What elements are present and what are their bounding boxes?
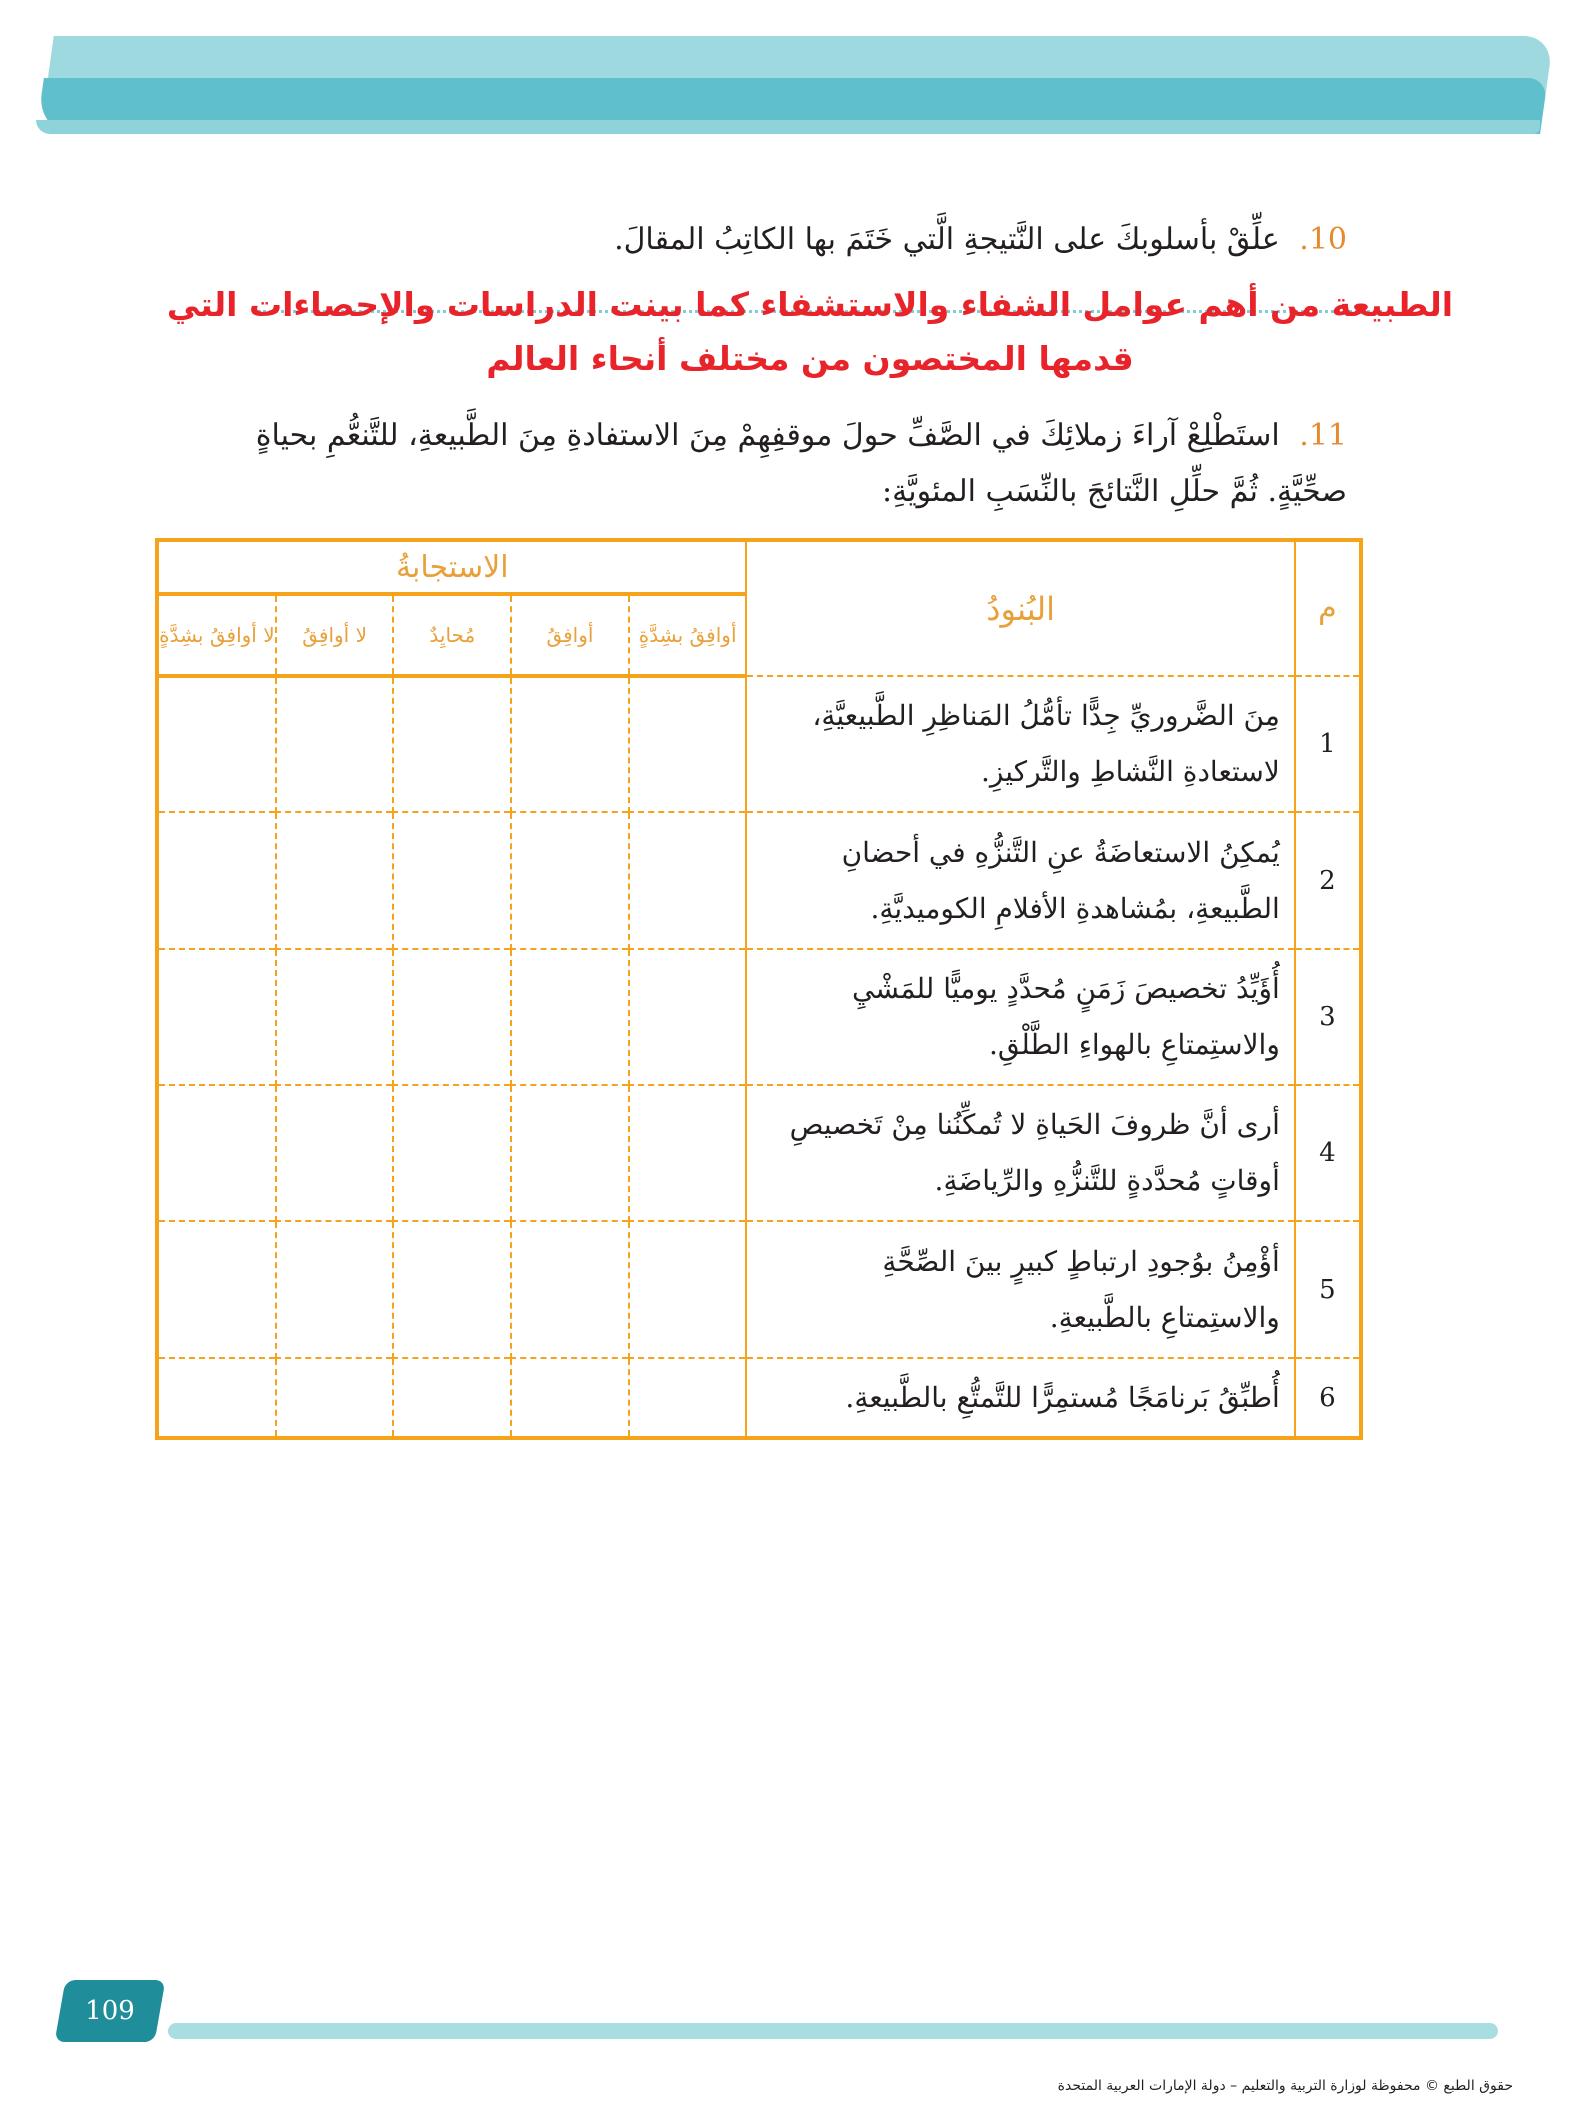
response-cell[interactable] [393,949,511,1085]
table-row [157,1358,1361,1438]
response-cell[interactable] [157,949,276,1085]
header-banner-edge [36,120,1540,134]
response-cell[interactable] [157,1085,276,1221]
response-cell[interactable] [276,676,394,812]
row-number: 1 [1295,676,1361,812]
question-11-number: 11. [1299,418,1347,453]
response-cell[interactable] [511,1358,629,1438]
row-number: 2 [1295,812,1361,949]
row-number: 6 [1295,1358,1361,1438]
table-row [157,812,1361,949]
row-number: 3 [1295,949,1361,1085]
response-cell[interactable] [276,1358,394,1438]
response-cell[interactable] [393,1358,511,1438]
response-cell[interactable] [276,949,394,1085]
row-item: أُطبِّقُ بَرنامَجًا مُستمِرًّا للتَّمتُّعِ بالطَّبيعةِ. [746,1358,1294,1438]
copyright-notice: حقوق الطبع © محفوظة لوزارة التربية والتعليم – دولة الإمارات العربية المتحدة [1057,2078,1513,2094]
response-cell[interactable] [393,1221,511,1358]
table-row [157,1085,1361,1221]
response-cell[interactable] [629,676,747,812]
header-num: م [1295,540,1361,676]
question-11-text: استَطْلِعْ آراءَ زملائِكَ في الصَّفِّ حولَ موقفِهِمْ مِنَ الاستفادةِ مِنَ الطَّبيعةِ، للتَّنعُّمِ بحياةٍ صحِّيَّةٍ. ثُمَّ حلِّلِ النَّتائجَ بالنِّسَبِ المئويَّةِ: [255,418,1347,509]
response-cell[interactable] [629,949,747,1085]
response-cell[interactable] [629,1358,747,1438]
question-11 [170,408,1347,520]
row-number: 5 [1295,1221,1361,1358]
response-cell[interactable] [276,1221,394,1358]
option-disagree: لا أوافِقُ [276,594,394,676]
table-row [157,949,1361,1085]
response-cell[interactable] [157,1358,276,1438]
footer-bar [168,2023,1498,2039]
option-strongly-agree: أوافِقُ بشِدَّةٍ [629,594,747,676]
response-cell[interactable] [276,1085,394,1221]
row-item: أُؤَيِّدُ تخصيصَ زَمَنٍ مُحدَّدٍ يوميًّا للمَشْيِ والاستِمتاعِ بالهواءِ الطَّلْقِ. [746,949,1294,1085]
header-response: الاستجابةُ [157,540,746,594]
response-cell[interactable] [629,1085,747,1221]
question-10-text: علِّقْ بأسلوبكَ على النَّتيجةِ الَّتي خَتَمَ بها الكاتِبُ المقالَ. [614,222,1280,257]
page-number-badge [55,1980,166,2042]
answer-text: الطبيعة من أهم عوامل الشفاء والاستشفاء كما بينت الدراسات والإحصاءات التي قدمها المختصون من مختلف أنحاء العالم [166,285,1454,378]
page-number: 109 [85,1996,135,2026]
response-cell[interactable] [393,1085,511,1221]
row-item: مِنَ الضَّروريِّ جِدًّا تأمُّلُ المَناظِرِ الطَّبيعيَّةِ، لاستعادةِ النَّشاطِ والتَّركيزِ. [746,676,1294,812]
row-item: أؤْمِنُ بوُجودِ ارتباطٍ كبيرٍ بينَ الصِّحَّةِ والاستِمتاعِ بالطَّبيعةِ. [746,1221,1294,1358]
response-cell[interactable] [511,812,629,949]
table-row [157,1221,1361,1358]
response-cell[interactable] [511,1221,629,1358]
option-agree: أوافِقُ [511,594,629,676]
survey-table [155,538,1363,1440]
response-cell[interactable] [276,812,394,949]
row-item: يُمكِنُ الاستعاضَةُ عنِ التَّنزُّهِ في أحضانِ الطَّبيعةِ، بمُشاهدةِ الأفلامِ الكوميديَّةِ. [746,812,1294,949]
response-cell[interactable] [393,676,511,812]
question-10-number: 10. [1299,222,1347,257]
response-cell[interactable] [393,812,511,949]
response-cell[interactable] [157,812,276,949]
response-cell[interactable] [629,1221,747,1358]
response-cell[interactable] [157,676,276,812]
response-cell[interactable] [511,676,629,812]
option-neutral: مُحايِدٌ [393,594,511,676]
response-cell[interactable] [157,1221,276,1358]
option-strongly-disagree: لا أوافِقُ بشِدَّةٍ [157,594,276,676]
table-row [157,676,1361,812]
question-10 [614,222,1347,257]
row-number: 4 [1295,1085,1361,1221]
header-items: البُنودُ [746,540,1294,676]
row-item: أرى أنَّ ظروفَ الحَياةِ لا تُمكِّنُنا مِنْ تَخصيصِ أوقاتٍ مُحدَّدةٍ للتَّنزُّهِ والرِّياضَةِ. [746,1085,1294,1221]
response-cell[interactable] [629,812,747,949]
response-cell[interactable] [511,949,629,1085]
response-cell[interactable] [511,1085,629,1221]
